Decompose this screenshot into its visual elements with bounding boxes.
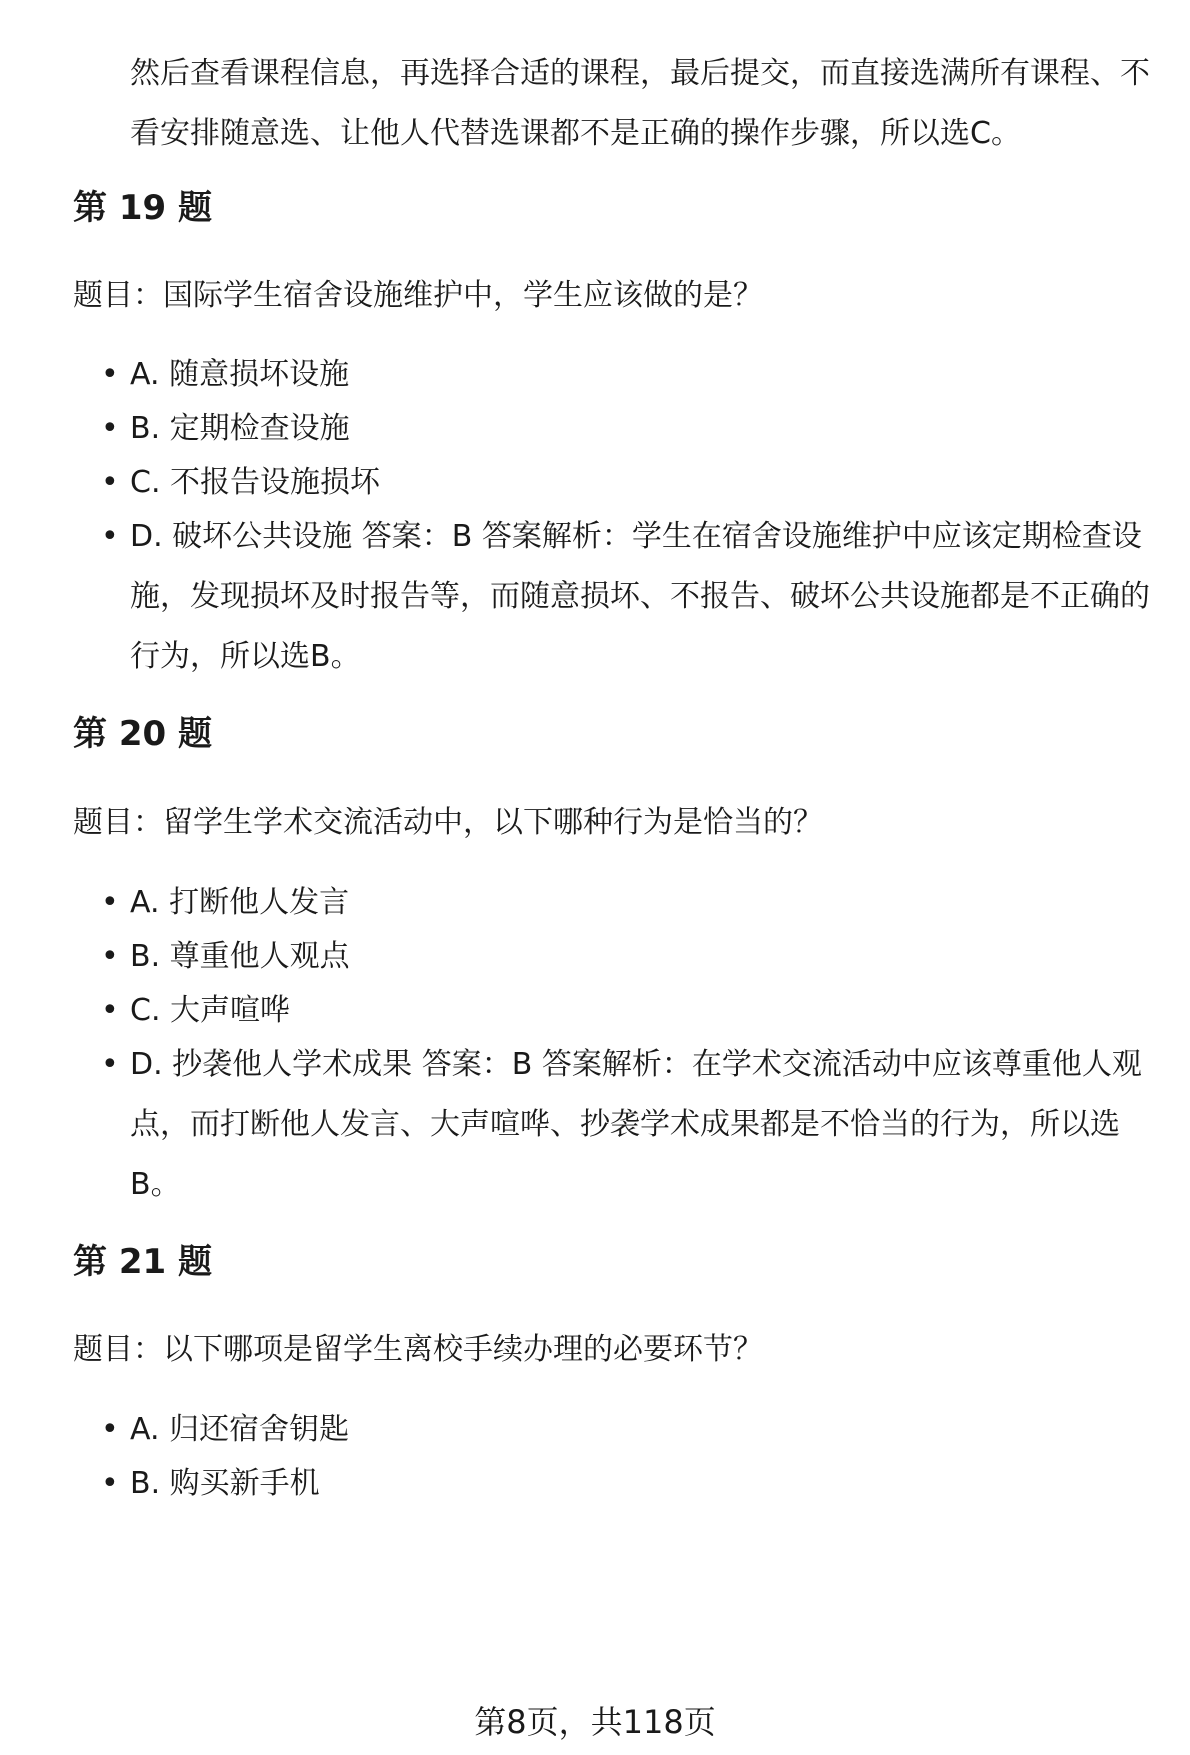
option-text: D. 破坏公共设施 答案：B 答案解析：学生在宿舍设施维护中应该定期检查设施，发现损坏及时报告等，而随意损坏、不报告、破坏公共设施都是不正确的行为，所以选B。 xyxy=(130,519,1150,674)
option-20-c xyxy=(101,981,1171,1041)
option-text: B. 尊重他人观点 xyxy=(130,939,350,974)
bullet-icon: • xyxy=(101,885,119,920)
option-19-b xyxy=(101,399,1171,459)
option-text: C. 大声喧哗 xyxy=(130,993,291,1028)
bullet-icon: • xyxy=(101,1412,119,1447)
option-20-a xyxy=(101,873,1171,933)
option-text: A. 打断他人发言 xyxy=(130,885,350,920)
question-stem-21: 题目：以下哪项是留学生离校手续办理的必要环节？ xyxy=(73,1332,763,1367)
bullet-icon: • xyxy=(101,411,119,446)
option-19-a xyxy=(101,345,1171,405)
option-20-b xyxy=(101,927,1171,987)
page-footer: 第8页，共118页 xyxy=(474,1703,716,1741)
option-text: B. 定期检查设施 xyxy=(130,411,350,446)
option-19-d xyxy=(101,507,1171,687)
option-text: B. 购买新手机 xyxy=(130,1466,320,1501)
bullet-icon: • xyxy=(101,1047,119,1082)
option-text: C. 不报告设施损坏 xyxy=(130,465,381,500)
bullet-icon: • xyxy=(101,1466,119,1501)
bullet-icon: • xyxy=(101,993,119,1028)
continuation-paragraph: 然后查看课程信息，再选择合适的课程，最后提交，而直接选满所有课程、不看安排随意选、让他人代替选课都不是正确的操作步骤，所以选C。 xyxy=(130,56,1150,151)
bullet-icon: • xyxy=(101,519,119,554)
question-title-20: 第 20 题 xyxy=(73,714,212,754)
question-stem-19: 题目：国际学生宿舍设施维护中，学生应该做的是？ xyxy=(73,278,763,313)
bullet-icon: • xyxy=(101,465,119,500)
question-stem-20: 题目：留学生学术交流活动中，以下哪种行为是恰当的？ xyxy=(73,805,823,840)
option-text: D. 抄袭他人学术成果 答案：B 答案解析：在学术交流活动中应该尊重他人观点，而打断他人发言、大声喧哗、抄袭学术成果都是不恰当的行为，所以选B。 xyxy=(130,1047,1142,1202)
question-title-19: 第 19 题 xyxy=(73,188,212,228)
option-19-c xyxy=(101,453,1171,513)
bullet-icon: • xyxy=(101,939,119,974)
question-title-21: 第 21 题 xyxy=(73,1242,212,1282)
bullet-icon: • xyxy=(101,357,119,392)
option-20-d xyxy=(101,1035,1171,1215)
option-text: A. 归还宿舍钥匙 xyxy=(130,1412,350,1447)
option-21-a xyxy=(101,1400,1171,1460)
option-21-b xyxy=(101,1454,1171,1514)
option-text: A. 随意损坏设施 xyxy=(130,357,350,392)
